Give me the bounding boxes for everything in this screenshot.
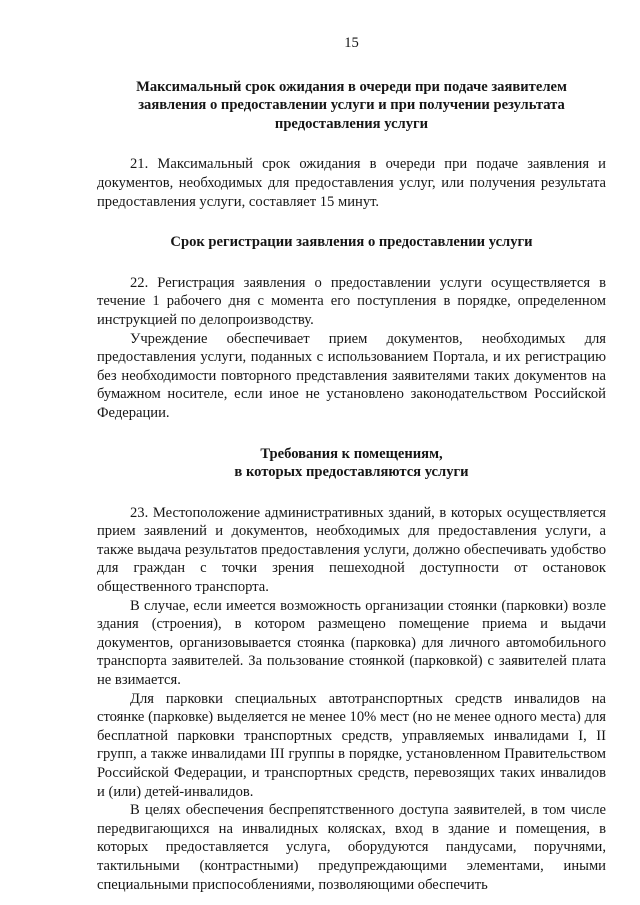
paragraph-22-portal: Учреждение обеспечивает прием документов, необходимых для предоставления услуги, поданных с использованием Портала, и их регистрацию без необходимости повторного представления заявителями таких документов на бумажном носителе, если иное не установлено законодательством Российской Федерации.	[97, 330, 606, 421]
section-heading-waiting-time: Максимальный срок ожидания в очереди при подаче заявителем заявления о предоставлении услуги и при получении результата предоставления услуги	[136, 78, 567, 132]
paragraph-21: 21. Максимальный срок ожидания в очереди при подаче заявления и документов, необходимых для предоставления услуг, или получения результата предоставления услуги, составляет 15 минут.	[97, 156, 606, 210]
paragraph-23-accessibility: В целях обеспечения беспрепятственного доступа заявителей, в том числе передвигающихся на инвалидных колясках, вход в здание и помещения, в которых предоставляется услуга, оборудуются пандусами, поручнями, тактильными (контрастными) предупреждающими элементами, иными специальными приспособлениями, позволяющими обеспечить	[97, 802, 606, 893]
section-heading-premises-line2: в которых предоставляются услуги	[234, 464, 469, 481]
section-heading-premises-line1: Требования к помещениям,	[260, 445, 443, 462]
page-number: 15	[344, 35, 359, 51]
paragraph-23-disabled-parking: Для парковки специальных автотранспортных средств инвалидов на стоянке (парковке) выделяется не менее 10% мест (но не менее одного места) для бесплатной парковки транспортных средств, управляемых инвалидами I, II групп, а также инвалидами III группы в порядке, установленном Правительством Российской Федерации, и транспортных средств, перевозящих таких инвалидов и (или) детей-инвалидов.	[97, 690, 606, 800]
section-heading-registration: Срок регистрации заявления о предоставлении услуги	[170, 234, 533, 251]
section-heading-premises	[97, 445, 606, 482]
paragraph-23-parking: В случае, если имеется возможность организации стоянки (парковки) возле здания (строения), в котором размещено помещение приема и выдачи документов, организовывается стоянка (парковка) для личного автомобильного транспорта заявителей. За пользование стоянкой (парковкой) с заявителей плата не взимается.	[97, 597, 606, 689]
paragraph-22: 22. Регистрация заявления о предоставлении услуги осуществляется в течение 1 рабочего дня с момента его поступления в порядке, определенном инструкцией по делопроизводству.	[97, 274, 606, 328]
paragraph-23: 23. Местоположение административных зданий, в которых осуществляется прием заявлений и документов, необходимых для предоставления услуги, а также выдача результатов предоставления услуги, должно обеспечивать удобство для граждан с точки зрения пешеходной доступности от остановок общественного транспорта.	[97, 504, 606, 596]
